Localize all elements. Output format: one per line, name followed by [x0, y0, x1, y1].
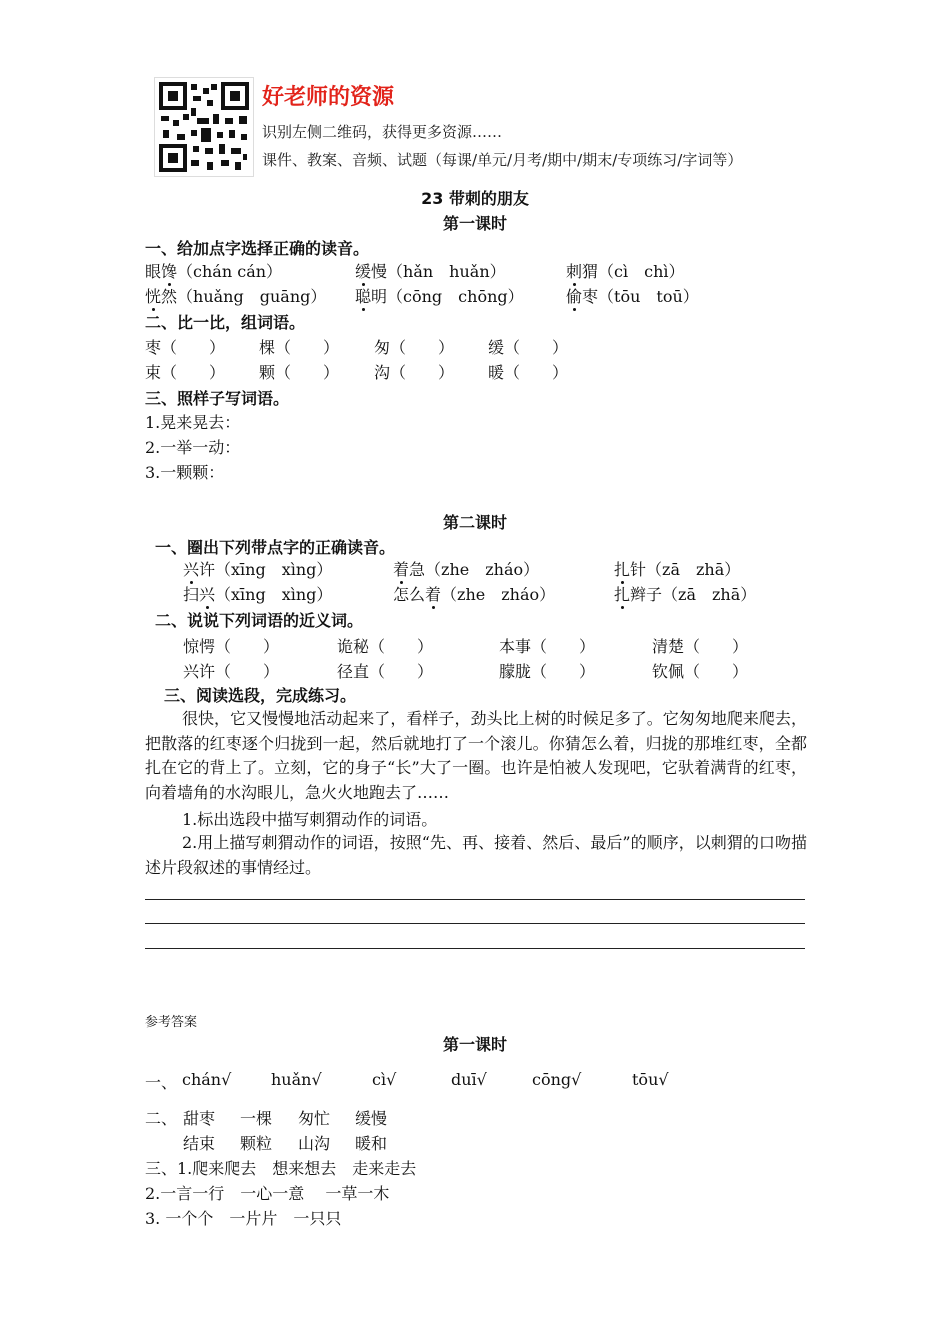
answer-item: 甜枣 — [183, 1109, 216, 1128]
word-blank: 匆（ ） — [374, 338, 455, 357]
word-blank: 本事（ ） — [499, 637, 596, 656]
answer-line — [145, 899, 805, 900]
lesson1-heading: 第一课时 — [442, 214, 507, 233]
question-2: 2.用上描写刺猬动作的词语，按照“先、再、接着、然后、最后”的顺序，以刺猬的口吻描述片段叙述的事情经过。 — [145, 833, 807, 877]
answer-item: 颗粒 — [240, 1134, 273, 1153]
pinyin-item: 恍然（huǎng guāng） — [145, 287, 327, 306]
pinyin-item: 刺猬（cì chì） — [566, 262, 685, 281]
lesson1-sec2-title: 二、比一比，组词语。 — [145, 313, 306, 332]
word-blank: 缓（ ） — [488, 338, 569, 357]
answer-item: 一棵 — [240, 1109, 273, 1128]
answer-item: huǎn√ — [271, 1070, 322, 1089]
lesson2-sec1-title: 一、圈出下列带点字的正确读音。 — [155, 538, 396, 557]
answer-line-3: 三、1.爬来爬去 想来想去 走来走去 — [145, 1159, 417, 1178]
answer-item: 匆忙 — [298, 1109, 331, 1128]
pinyin-item: 偷枣（tōu toū） — [566, 287, 699, 306]
pinyin-item: 缓慢（hǎn huǎn） — [355, 262, 506, 281]
answer-item: 结束 — [183, 1134, 216, 1153]
answer-line — [145, 948, 805, 949]
word-blank: 颗（ ） — [259, 363, 340, 382]
pinyin-item: 聪明（cōng chōng） — [355, 287, 524, 306]
answer-item: tōu√ — [632, 1070, 669, 1089]
lesson1-sec1-title: 一、给加点字选择正确的读音。 — [145, 239, 370, 258]
answer-item: cōng√ — [532, 1070, 582, 1089]
word-blank: 径直（ ） — [337, 662, 434, 681]
word-blank: 清楚（ ） — [652, 637, 749, 656]
word-blank: 枣（ ） — [145, 338, 226, 357]
answer-item: 暖和 — [355, 1134, 388, 1153]
list-item: 3.一颗颗： — [145, 463, 225, 482]
pinyin-item: 扎辫子（zā zhā） — [614, 585, 757, 604]
pinyin-item: 眼馋（chán cán） — [145, 262, 283, 281]
list-item: 2.一举一动： — [145, 438, 241, 457]
answer-line-4: 2.一言一行 一心一意 一草一木 — [145, 1184, 390, 1203]
qr-code-icon — [154, 77, 254, 177]
answer-item: 山沟 — [298, 1134, 331, 1153]
lesson2-sec2-title: 二、说说下列词语的近义词。 — [155, 611, 364, 630]
answer-line-5: 3. 一个个 一片片 一只只 — [145, 1209, 342, 1228]
lesson1-sec3-title: 三、照样子写词语。 — [145, 389, 290, 408]
answer-item: duī√ — [451, 1070, 487, 1089]
word-blank: 惊愕（ ） — [183, 637, 280, 656]
brand-subtitle: 识别左侧二维码，获得更多资源…… — [262, 123, 503, 141]
brand-subtitle-2: 课件、教案、音频、试题（每课/单元/月考/期中/期末/专项练习/字词等） — [262, 151, 743, 169]
answer-item: chán√ — [182, 1070, 232, 1089]
brand-title: 好老师的资源 — [262, 85, 395, 110]
answer-item: cì√ — [372, 1070, 397, 1089]
answer-item: 缓慢 — [355, 1109, 388, 1128]
reading-passage: 很快，它又慢慢地活动起来了，看样子，劲头比上树的时候足多了。它匆匆地爬来爬去，把散落的红枣逐个归拢到一起，然后就地打了一个滚儿。你猜怎么着，归拢的那堆红枣，全都扎在它的背上了。立刻，它的身子“长”大了一圈。也许是怕被人发现吧，它驮着满背的红枣，向着墙角的水沟眼儿，急火火地跑去了…… — [145, 709, 807, 802]
pinyin-item: 怎么着（zhe zháo） — [393, 585, 556, 604]
word-blank: 兴许（ ） — [183, 662, 280, 681]
document-title: 23 带刺的朋友 — [421, 189, 529, 208]
answer-line — [145, 923, 805, 924]
pinyin-item: 兴许（xīng xìng） — [183, 560, 333, 579]
word-blank: 朦胧（ ） — [499, 662, 596, 681]
word-blank: 钦佩（ ） — [652, 662, 749, 681]
pinyin-item: 着急（zhe zháo） — [393, 560, 540, 579]
word-blank: 棵（ ） — [259, 338, 340, 357]
word-blank: 诡秘（ ） — [337, 637, 434, 656]
pinyin-item: 扎针（zā zhā） — [614, 560, 741, 579]
question-1: 1.标出选段中描写刺猬动作的词语。 — [182, 810, 438, 829]
lesson2-heading: 第二课时 — [442, 513, 507, 532]
answer-prefix: 二、 — [145, 1109, 178, 1128]
pinyin-item: 扫兴（xīng xìng） — [183, 585, 333, 604]
answers-heading: 第一课时 — [442, 1035, 507, 1054]
list-item: 1.晃来晃去： — [145, 413, 241, 432]
word-blank: 束（ ） — [145, 363, 226, 382]
answers-label: 参考答案 — [145, 1015, 198, 1030]
word-blank: 暖（ ） — [488, 363, 569, 382]
word-blank: 沟（ ） — [374, 363, 455, 382]
answer-prefix: 一、 — [145, 1073, 178, 1092]
lesson2-sec3-title: 三、阅读选段，完成练习。 — [164, 686, 357, 705]
